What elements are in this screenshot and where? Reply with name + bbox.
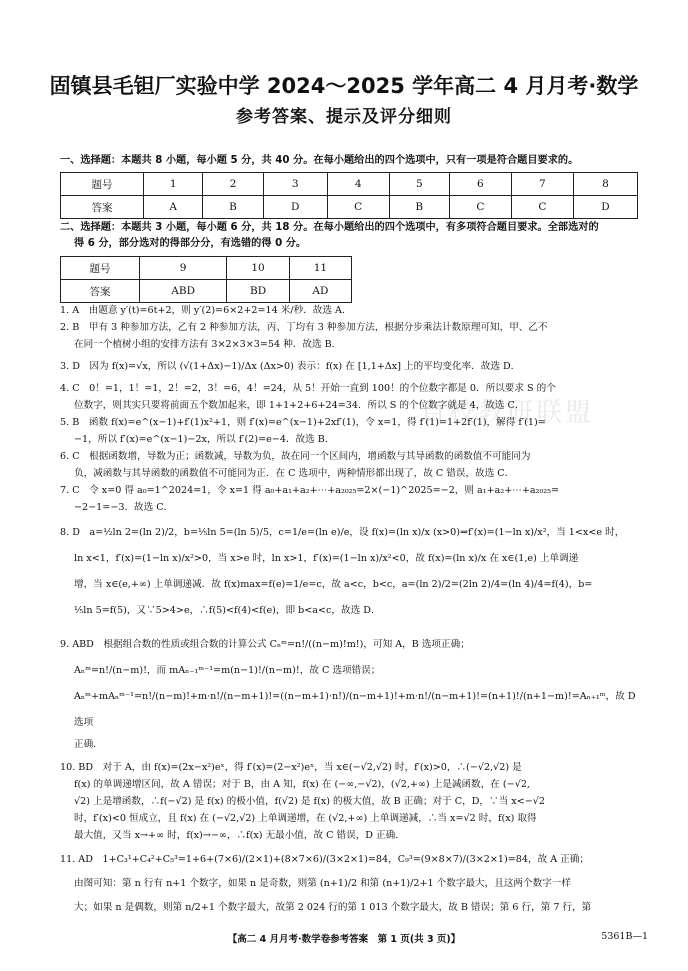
row-label-number: 题号 [61, 173, 144, 196]
solution-11-cont1: 由图可知：第 n 行有 n+1 个数字，如果 n 是奇数，则第 (n+1)/2 和第 (n+1)/2+1 个数字最大，且这两个数字一样 [74, 878, 571, 889]
solution-9-cont2: Aₙᵐ+mAₙᵐ⁻¹=n!/(n−m)!+m·n!/(n−m+1)!=((n−m+1)·n!)/(n−m+1)!+m·n!/(n−m+1)!=(n+1)!/(n+1−m)!=Aₙ₊₁ᵐ，故 D 选项 [74, 691, 636, 728]
answer-cell: D [573, 196, 637, 219]
question-number: 11 [289, 257, 351, 280]
table-row [61, 257, 352, 280]
solution-2-cont: 在同一个植树小组的安排方法有 3×2×3×3=54 种．故选 B． [74, 339, 342, 350]
answer-cell: AD [289, 280, 351, 303]
section2-heading [60, 220, 650, 252]
solution-3: 3. D 因为 f(x)=√x，所以 (√(1+Δx)−1)/Δx (Δx>0) 表示：f(x) 在 [1,1+Δx] 上的平均变化率．故选 D． [60, 361, 521, 372]
question-number: 10 [227, 257, 290, 280]
row-label-answer: 答案 [61, 196, 144, 219]
solution-2: 2. B 甲有 3 种参加方法，乙有 2 种参加方法，丙、丁均有 3 种参加方法，根据分步乘法计数原理可知，甲、乙不 [60, 322, 548, 333]
solution-8-cont2: 增，当 x∈(e,+∞) 上单调递减．故 f(x)max=f(e)=1/e=c，故 a<c，b<c，a=(ln 2)/2=(2ln 2)/4=(ln 4)/4=f(4)，b= [74, 579, 593, 590]
answer-cell: C [449, 196, 511, 219]
solution-6: 6. C 根据函数增，导数为正；函数减，导数为负，故在同一个区间内，增函数与其导函数的函数值不可能同为 [60, 451, 531, 462]
answer-cell: BD [227, 280, 290, 303]
question-number: 4 [327, 173, 389, 196]
answer-cell: B [203, 196, 263, 219]
solution-10-cont1: f(x) 的单调递增区间，故 A 错误；对于 B，由 A 知，f(x) 在 (−∞,−√2)，(√2,+∞) 上是减函数，在 (−√2, [74, 779, 530, 790]
paper-code: 5361B—1 [601, 931, 648, 942]
table-row [61, 280, 352, 303]
question-number: 1 [144, 173, 203, 196]
solution-7: 7. C 令 x=0 得 a₀=1^2024=1，令 x=1 得 a₀+a₁+a₂+⋯+a₂₀₂₅=2×(−1)^2025=−2，则 a₁+a₂+⋯+a₂₀₂₅= [60, 485, 560, 496]
solution-7-cont: −2−1=−3．故选 C． [74, 502, 174, 513]
solution-10-cont4: 最大值，又当 x→+∞ 时，f(x)→−∞，∴f(x) 无最小值，故 C 错误，D 正确． [74, 830, 405, 841]
solution-10: 10. BD 对于 A，由 f(x)=(2x−x²)eˣ，得 f′(x)=(2−x²)eˣ，当 x∈(−√2,√2) 时，f′(x)>0，∴(−√2,√2) 是 [60, 762, 522, 773]
answer-cell: C [327, 196, 389, 219]
solution-9-cont1: Aₙᵐ=n!/(n−m)!，而 mAₙ₋₁ᵐ⁻¹=m(n−1)!/(n−m)!，故 C 选项错误； [74, 665, 381, 676]
answer-cell: C [511, 196, 573, 219]
solution-5: 5. B 函数 f(x)=e^(x−1)+f′(1)x²+1，则 f′(x)=e^(x−1)+2xf′(1)，令 x=1，得 f′(1)=1+2f′(1)，解得 f′(1)= [60, 417, 546, 428]
table-row [61, 196, 638, 219]
watermark: 百校教研联盟 [420, 398, 595, 428]
answer-table-2 [60, 256, 352, 303]
section2-heading-line2: 得 6 分，部分选对的得部分分，有选错的得 0 分。 [74, 238, 307, 249]
question-number: 8 [573, 173, 637, 196]
table-row [61, 173, 638, 196]
question-number: 6 [449, 173, 511, 196]
solution-4-cont: 位数字，则其实只要将前面五个数加起来，即 1+1+2+6+24=34．所以 S 的个位数字就是 4，故选 C． [74, 400, 525, 411]
section1-heading: 一、选择题：本题共 8 小题，每小题 5 分，共 40 分。在每小题给出的四个选项中，只有一项是符合题目要求的。 [60, 155, 579, 166]
solution-10-cont3: 时，f′(x)<0 恒成立，且 f(x) 在 (−√2,√2) 上单调递增，在 (√2,+∞) 上单调递减，∴当 x=√2 时，f(x) 取得 [74, 813, 537, 824]
solution-6-cont: 负，减函数与其导函数的函数值不可能同为正．在 C 选项中，两种情形都出现了，故 C 错误，故选 C． [74, 468, 515, 479]
page-subtitle: 参考答案、提示及评分细则 [236, 107, 452, 127]
solution-8: 8. D a=½ln 2=(ln 2)/2，b=⅕ln 5=(ln 5)/5，c=1/e=(ln e)/e，设 f(x)=(ln x)/x (x>0)⇒f′(x)=(1−ln x)/x²，当 1<x<e 时， [60, 527, 625, 538]
page-title: 固镇县毛钽厂实验中学 2024～2025 学年高二 4 月月考·数学 [49, 74, 639, 98]
solution-8-cont3: ⅕ln 5=f(5)，又∵5>4>e，∴f(5)<f(4)<f(e)，即 b<a<c，故选 D． [74, 605, 381, 616]
question-number: 2 [203, 173, 263, 196]
solution-8-cont1: ln x<1，f′(x)=(1−ln x)/x²>0，当 x>e 时，ln x>1，f′(x)=(1−ln x)/x²<0，故 f(x)=(ln x)/x 在 x∈(1,e) 上单调递 [74, 553, 579, 564]
answer-cell: ABD [140, 280, 227, 303]
question-number: 9 [140, 257, 227, 280]
page-footer: 【高二 4 月月考·数学卷参考答案 第 1 页(共 3 页)】 [227, 934, 461, 945]
solution-1: 1. A 由题意 y′(t)=6t+2，则 y′(2)=6×2+2=14 米/秒．故选 A． [60, 305, 352, 316]
solutions-block [60, 302, 640, 920]
solution-9-cont3: 正确． [74, 739, 103, 750]
row-label-answer: 答案 [61, 280, 140, 303]
answer-table-1 [60, 172, 638, 219]
row-label-number: 题号 [61, 257, 140, 280]
section2-heading-line1: 二、选择题：本题共 3 小题，每小题 6 分，共 18 分。在每小题给出的四个选项中，有多项符合题目要求。全部选对的 [60, 222, 599, 233]
solution-11-cont2: 大；如果 n 是偶数，则第 n/2+1 个数字最大，故第 2 024 行的第 1 013 个数字最大，故 B 错误；第 6 行，第 7 行，第 [74, 902, 592, 913]
question-number: 3 [263, 173, 327, 196]
solution-5-cont: −1，所以 f′(x)=e^(x−1)−2x，所以 f′(2)=e−4．故选 B． [74, 434, 335, 445]
solution-10-cont2: √2) 上是增函数，∴f(−√2) 是 f(x) 的极小值，f(√2) 是 f(x) 的极大值，故 B 正确；对于 C，D，∵当 x<−√2 [74, 796, 545, 807]
solution-4: 4. C 0！=1，1！=1，2！=2，3！=6，4！=24，从 5！开始一直到 100！的个位数字都是 0．所以要求 S 的个 [60, 383, 556, 394]
answer-cell: A [144, 196, 203, 219]
answer-cell: D [263, 196, 327, 219]
question-number: 7 [511, 173, 573, 196]
solution-9: 9. ABD 根据组合数的性质或组合数的计算公式 Cₙᵐ=n!/((n−m)!m!)，可知 A，B 选项正确； [60, 639, 470, 650]
question-number: 5 [389, 173, 449, 196]
answer-cell: B [389, 196, 449, 219]
solution-11: 11. AD 1+C₃¹+C₄²+C₅³=1+6+(7×6)/(2×1)+(8×7×6)/(3×2×1)=84，C₉³=(9×8×7)/(3×2×1)=84，故 A 正确； [60, 854, 590, 865]
